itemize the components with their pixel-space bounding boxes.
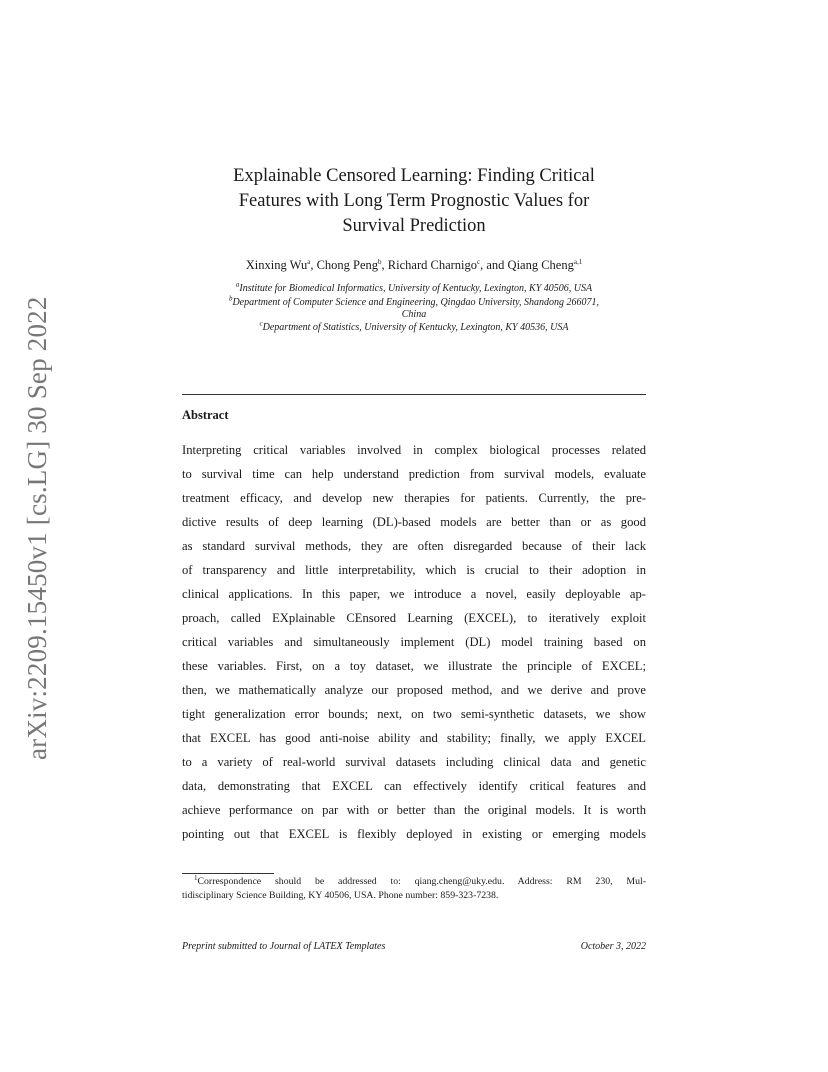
abstract-line: pointing out that EXCEL is flexibly deployed in existing or emerging models <box>182 827 646 841</box>
abstract-line: data, demonstrating that EXCEL can effectively identify critical features and <box>182 779 646 793</box>
abstract-line: tight generalization error bounds; next, on two semi-synthetic datasets, we show <box>182 707 646 721</box>
affiliation-line <box>180 308 648 322</box>
paper-title <box>180 164 648 239</box>
author-affiliation-mark: a,1 <box>573 257 583 266</box>
title-line: Explainable Censored Learning: Finding Critical <box>233 166 595 186</box>
abstract-line: proach, called EXplainable CEnsored Learning (EXCEL), to iteratively exploit <box>182 611 646 625</box>
title-line: Survival Prediction <box>342 216 486 236</box>
author-affiliation-mark: c <box>477 257 481 266</box>
abstract-heading: Abstract <box>182 408 229 422</box>
footnote-line <box>182 873 646 887</box>
author-name: Richard Charnigo <box>387 258 477 272</box>
affiliation-text: Institute for Biomedical Informatics, University of Kentucky, Lexington, KY 40506, USA <box>239 283 593 294</box>
abstract-line: to survival time can help understand prediction from survival models, evaluate <box>182 467 646 481</box>
affiliation-line <box>180 282 648 296</box>
abstract-line: treatment efficacy, and develop new therapies for patients. Currently, the pre- <box>182 491 646 505</box>
abstract-line: dictive results of deep learning (DL)-based models are better than or as good <box>182 515 646 529</box>
author-affiliation-mark: b <box>378 257 382 266</box>
abstract-line: to a variety of real-world survival datasets including clinical data and genetic <box>182 755 646 769</box>
footnote-mark: 1 <box>194 873 198 882</box>
abstract-divider <box>182 394 646 395</box>
author-separator: , <box>310 258 317 272</box>
author-list <box>180 258 648 273</box>
abstract-line: as standard survival methods, they are often disregarded because of their lack <box>182 539 646 553</box>
affiliation-mark: b <box>228 294 233 303</box>
arxiv-identifier-stamp: arXiv:2209.15450v1 [cs.LG] 30 Sep 2022 <box>22 296 52 760</box>
footnote-text: Correspondence should be addressed to: qiang.cheng@uky.edu. Address: RM 230, Mul- <box>197 876 646 887</box>
footer-date: October 3, 2022 <box>580 941 646 952</box>
abstract-line: clinical applications. In this paper, we introduce a novel, easily deployable ap- <box>182 587 646 601</box>
abstract-line: then, we mathematically analyze our proposed method, and we derive and prove <box>182 683 646 697</box>
affiliation-mark: c <box>259 319 263 328</box>
affiliation-text: Department of Computer Science and Engineering, Qingdao University, Shandong 266071, <box>232 297 600 308</box>
affiliation-text: China <box>401 309 427 320</box>
affiliation-text: Department of Statistics, University of Kentucky, Lexington, KY 40536, USA <box>262 322 569 333</box>
affiliation-mark: a <box>235 280 240 289</box>
abstract-line: that EXCEL has good anti-noise ability and stability; finally, we apply EXCEL <box>182 731 646 745</box>
abstract-line: Interpreting critical variables involved in complex biological processes related <box>182 443 646 457</box>
preprint-notice: Preprint submitted to Journal of LATEX Templates <box>182 941 386 952</box>
title-line: Features with Long Term Prognostic Values for <box>238 191 590 211</box>
abstract-line: of transparency and little interpretability, which is crucial to their adoption in <box>182 563 646 577</box>
abstract-line: achieve performance on par with or better than the original models. It is worth <box>182 803 646 817</box>
author-separator: , <box>381 258 388 272</box>
author-name: Qiang Cheng <box>507 258 574 272</box>
footnote-line: tidisciplinary Science Building, KY 40506, USA. Phone number: 859-323-7238. <box>182 890 499 901</box>
author-name: Xinxing Wu <box>245 258 308 272</box>
author-affiliation-mark: a <box>307 257 311 266</box>
author-name: Chong Peng <box>316 258 379 272</box>
abstract-line: these variables. First, on a toy dataset, we illustrate the principle of EXCEL; <box>182 659 646 673</box>
abstract-line: critical variables and simultaneously implement (DL) model training based on <box>182 635 646 649</box>
author-separator: , and <box>480 258 508 272</box>
affiliation-line <box>180 321 648 335</box>
